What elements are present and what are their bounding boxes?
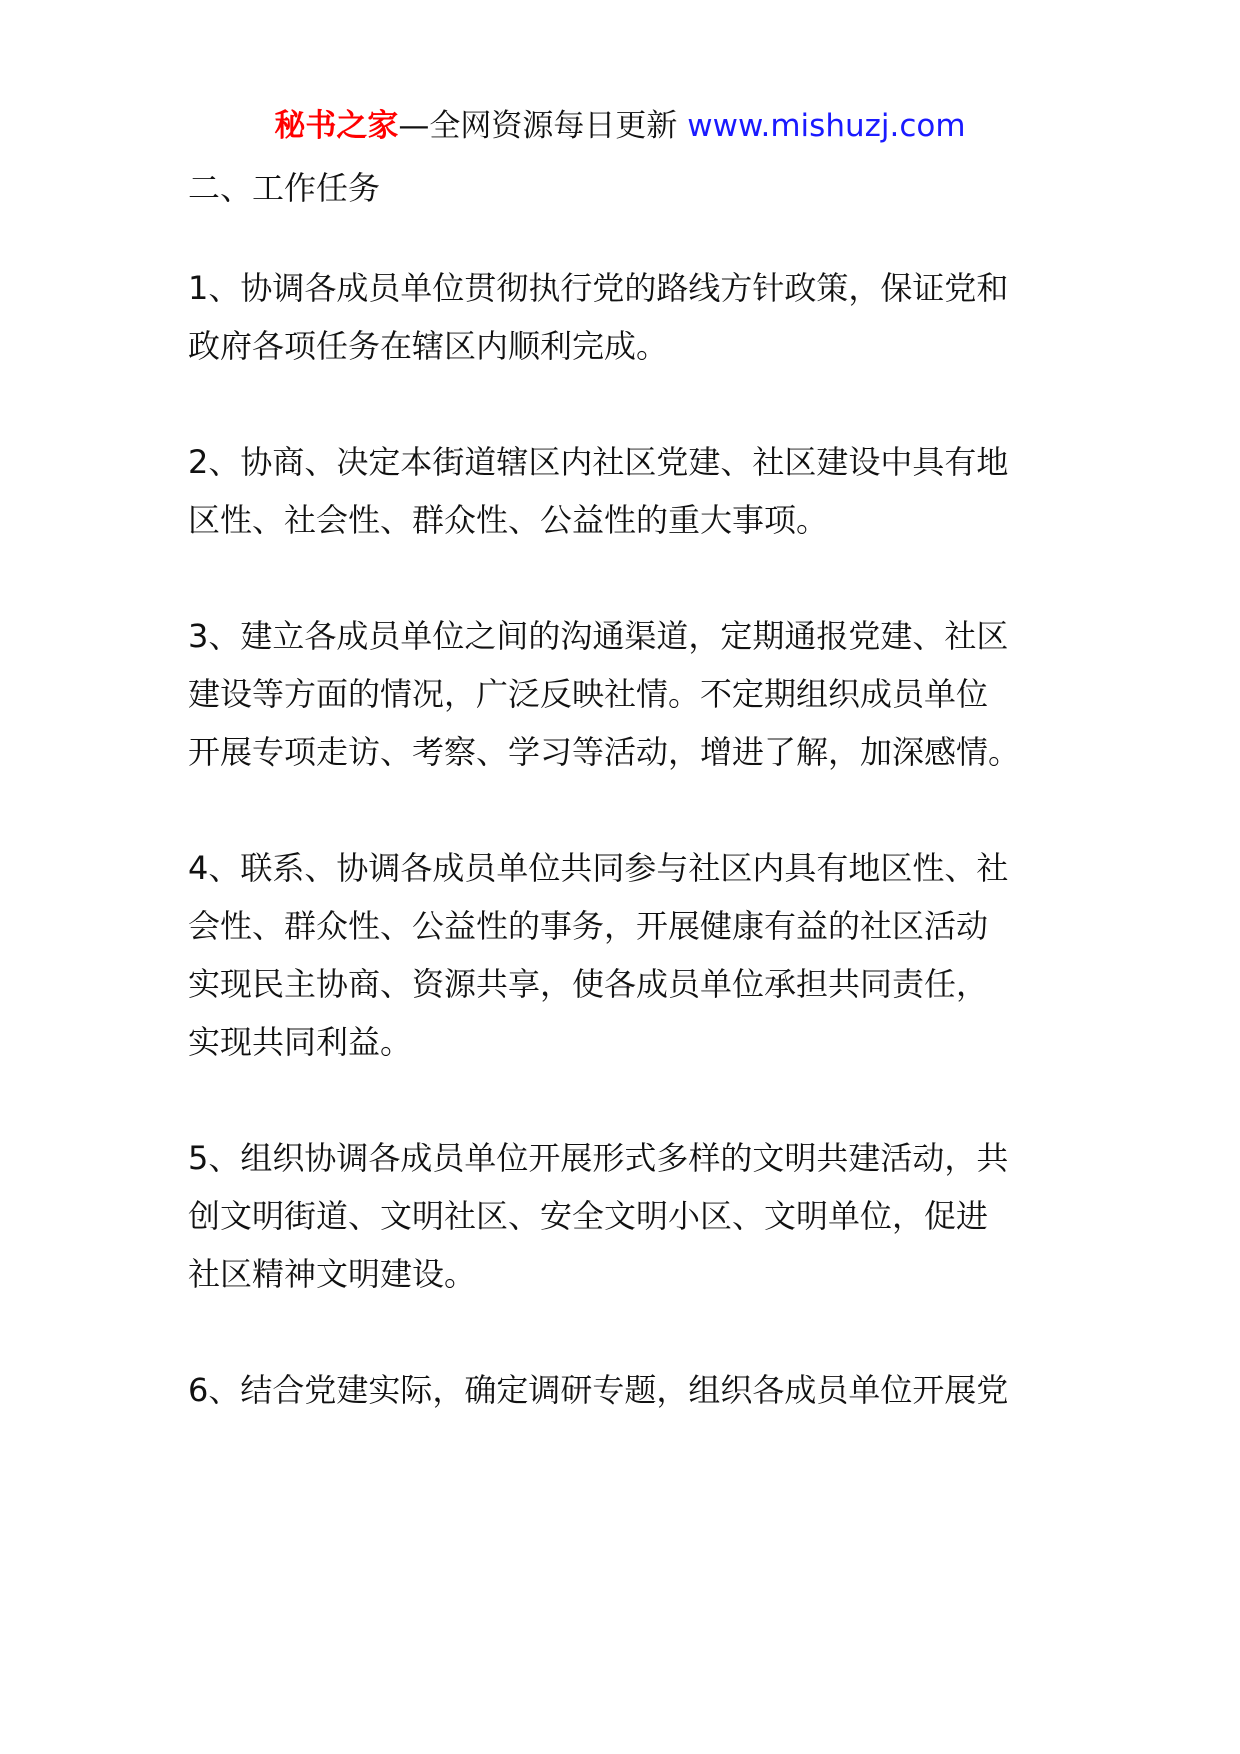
paragraph-line: 政府各项任务在辖区内顺利完成。: [188, 327, 669, 365]
paragraph-line: 区性、社会性、群众性、公益性的重大事项。: [188, 501, 829, 539]
paragraph-line: 1、协调各成员单位贯彻执行党的路线方针政策，保证党和: [188, 269, 1009, 307]
paragraph-line: 6、结合党建实际，确定调研专题，组织各成员单位开展党: [188, 1371, 1009, 1409]
section-heading: 二、工作任务: [188, 169, 381, 207]
paragraph-line: 4、联系、协调各成员单位共同参与社区内具有地区性、社: [188, 849, 1009, 887]
paragraph-line: 会性、群众性、公益性的事务，开展健康有益的社区活动: [188, 907, 989, 945]
brand-name: 秘书之家: [274, 108, 399, 144]
paragraph-line: 2、协商、决定本街道辖区内社区党建、社区建设中具有地: [188, 443, 1009, 481]
site-url-link[interactable]: www.mishuzj.com: [687, 108, 966, 144]
paragraph-line: 创文明街道、文明社区、安全文明小区、文明单位，促进: [188, 1197, 989, 1235]
paragraph-line: 社区精神文明建设。: [188, 1255, 477, 1293]
site-header: [0, 104, 1240, 148]
paragraph-line: 5、组织协调各成员单位开展形式多样的文明共建活动，共: [188, 1139, 1009, 1177]
paragraph-line: 实现共同利益。: [188, 1023, 413, 1061]
paragraph-line: 3、建立各成员单位之间的沟通渠道，定期通报党建、社区: [188, 617, 1009, 655]
header-tagline: —全网资源每日更新: [398, 108, 688, 144]
paragraph-line: 开展专项走访、考察、学习等活动，增进了解，加深感情。: [188, 733, 1021, 771]
paragraph-line: 建设等方面的情况，广泛反映社情。不定期组织成员单位: [188, 675, 989, 713]
paragraph-line: 实现民主协商、资源共享，使各成员单位承担共同责任，: [188, 965, 989, 1003]
